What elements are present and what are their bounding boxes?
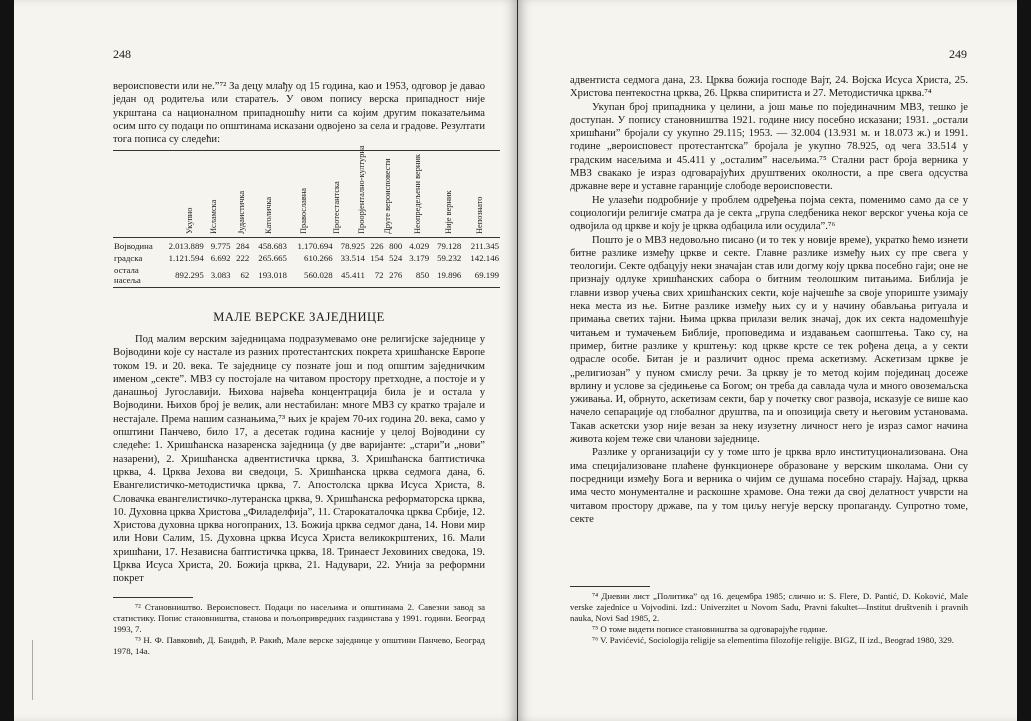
table-cell: 19.896 xyxy=(437,270,462,280)
footnotes-left xyxy=(113,602,485,657)
table-cell: 69.199 xyxy=(474,270,499,280)
table-cell: 4.029 xyxy=(409,241,430,251)
table-cell: 193.018 xyxy=(258,270,287,280)
table-top-rule xyxy=(113,150,500,151)
table-cell: 800 xyxy=(389,241,403,251)
table-row-label: остала насеља xyxy=(114,265,141,285)
table-row xyxy=(113,264,500,286)
table-header-cell: Није верник xyxy=(444,190,453,234)
table-cell: 211.345 xyxy=(470,241,499,251)
page-edge-line xyxy=(32,640,33,700)
table-header-rule xyxy=(113,237,500,238)
paragraph: Пошто је о МВЗ недовољно писано (и то тек у новије време), укратко ћемо изнети битне разлике између цркве и секте. Главне разлике између њих су пре свега у теологији. Секте одбацују неки значајан став или догму коју црква посебно гаји; оне не признају одлуке хришћанских сабора о битним теолошким питањима. Библија је главни извор учења свих хришћанских секти, које најчешће за своје упориште узимају нека места из ње. Битне разлике између њих су и у начину обављања ритуала и примања светих тајни. Њима црква прилази велик значај, док их секта надомешћује читањем и тумачењем Библије, проповедима и издавањем саопштења. Тако су, на пример, битне разлике у крштењу: код цркве крсте се тек рођена деца, а у секти одрасле особе. Битан је и различит однос према аскетизму. Аскетизам цркве је „религиозан” у пуном смислу речи. За цркву је то метод којим појединац досеже врлину и услове за сједињење са Богом; он треба да савлада чула и много овоземаљска уживања. И, обрнуто, аскетизам секти, бар у почетку свог развоја, исказује се више као начело сепарације од глобалног друштва, па и опозиција свету и његовим установама. Такав аскетски узор није везан за неку изузетну личност него је израз самог начина живота којем теже сви чланови заједнице. xyxy=(570,234,968,446)
right-page xyxy=(518,0,1017,721)
table-cell: 6.692 xyxy=(210,253,231,263)
footnote-76: ⁷⁶ V. Pavićević, Sociologija religije sa elementima filozofije religije. BIGZ, II izd., Beograd 1980, 329. xyxy=(592,635,954,645)
body-paragraph xyxy=(113,333,485,586)
table-header-cell: Јудаистичка xyxy=(237,190,246,234)
table-cell: 222 xyxy=(236,253,250,263)
right-body xyxy=(570,74,968,526)
table-cell: 59.232 xyxy=(437,253,462,263)
footnote-72: ⁷² Становништво. Вероисповест. Подаци по насељима и општинама 2. Савезни завод за статистику. Попис становништва, станова и пољопривредних газдинстава у 1991. години. Београд 1993, 7. xyxy=(113,602,485,634)
table-cell: 284 xyxy=(236,241,250,251)
table-cell: 45.411 xyxy=(341,270,365,280)
table-cell: 226 xyxy=(370,241,384,251)
table-cell: 276 xyxy=(389,270,403,280)
table-cell: 142.146 xyxy=(470,253,499,263)
body-text: Под малим верским заједницама подразумевамо оне религијске заједнице у Војводини које су настале из разних протестантских покрета хришћанске Европе током 19. и 20. века. Те заједнице су познате још и под општим заједничким именом „секте”. МВЗ су постојале на читавом простору претходне, а постоје и у данашњој Југославији. Њихова највећа концентрација била је и остала у Војводини. Њихов број је велик, али нестабилан: многе МВЗ су кратко трајале и нестајале. Према нашим сазнањима,⁷³ њих је крајем 70-их година 20. века, само у општини Панчево, било 17, а десетак година касније у целој Војводини су следеће: 1. Хришћанска назаренска заједница (у две варијанте: „стари”и „нови” назарени), 2. Хришћанска адвентистичка црква, 3. Хришћанска баптистичка црква, 4. Црква Јехова ви сведоци, 5. Хришћанска црква седмога дана, 6. Евангелистичко-методистичка црква, 7. Апостолска црква Исуса Христа, 8. Словачка евангелистичко-лутеранска црква, 9. Хришћанска реформаторска црква, 10. Духовна црква Христова „Филаделфија”, 11. Старокаталочка црква Србије, 12. Христова духовна црква ногопраних, 13. Божија црква седмог дана, 14. Нови мир или Нови Салим, 15. Духовна црква Исуса Христа великокрштених, 16. Мали хришћани, 17. Независна баптистичка црква, 18. Тринаест Јеховиних сведока, 19. Црква Исуса Христа, 20. Божија црква, 21. Надувари, 22. Унија за реформни покрет xyxy=(113,334,485,585)
table-row-label: Војводина xyxy=(114,241,153,251)
footnote-73: ⁷³ Н. Ф. Павковић, Д. Бандић, Р. Ракић, Мале верске заједнице у општини Панчево, Београд 1978, 14а. xyxy=(113,635,485,656)
table-cell: 1.170.694 xyxy=(297,241,333,251)
table-header-cell: Друге вероисповести xyxy=(383,158,392,234)
table-header-cell: Православна xyxy=(299,187,308,234)
paragraph: Укупан број припадника у целини, а још мање по појединачним МВЗ, тешко је доступан. У попису становништва 1921. године нису посебно исказани; 1931. „остали хришћани” бројали су укупно 29.115; 1953. — 32.004 (13.931 м. и 18.073 ж.) и 1991. године „вероисповест протестантска” бројала је укупно 78.925, од чега 33.514 у градским насељима и 45.411 у „осталим” насељима.⁷⁵ Стални раст броја верника у МВЗ свакако је израз одговарајућих друштвених околности, а пре свега одсуства државне вере и уставне гаранције слободе вероисповести. xyxy=(570,101,968,193)
footnote-rule xyxy=(113,597,193,598)
table-header-cell: Протестантска xyxy=(332,181,341,234)
footnotes-right xyxy=(570,591,968,646)
table-bottom-rule xyxy=(113,287,500,288)
table-cell: 79.128 xyxy=(437,241,462,251)
table-header-cell: Непознато xyxy=(475,196,484,234)
table-cell: 3.083 xyxy=(210,270,231,280)
table-header-cell: Исламска xyxy=(209,199,218,234)
section-heading: МАЛЕ ВЕРСКЕ ЗАЈЕДНИЦЕ xyxy=(213,310,385,324)
table-cell: 78.925 xyxy=(340,241,365,251)
paragraph-continuation: адвентиста седмога дана, 23. Црква божија господе Вајт, 24. Војска Иcуса Христа, 25. Христова пентекостна црква, 26. Црква спиритиста и 27. Методистичка црква.⁷⁴ xyxy=(570,75,968,100)
census-table xyxy=(113,240,500,286)
footnote-74: ⁷⁴ Дневни лист „Политика” од 16. децембра 1985; слично и: S. Flere, D. Pantić, D. Koković, Male verske zajednice u Vojvodini. Izd.: Univerzitet u Novom Sadu, Pravni fakultet—Institut društvenih i pravnih nauka, Novi Sad 1985, 2. xyxy=(570,591,968,623)
table-row xyxy=(113,240,500,252)
intro-paragraph: вероисповести или не.”⁷² За децу млађу од 15 година, као и 1953, одговор је давао један од родитеља или старатељ. У овом попису верска припадност није укрштана са националном припадношћу нити са којим другим показатељима осим што су подаци по општинама исказани одвојено за села и градове. Резултати тога пописа су следећи: xyxy=(113,81,485,146)
table-header-cell: Укупно xyxy=(185,207,194,234)
table-header-cell: Проорјентално-културна xyxy=(357,145,366,234)
page-number-right: 249 xyxy=(949,47,967,61)
footnote-rule xyxy=(570,586,650,587)
table-header-cell: Католичка xyxy=(264,196,273,234)
table-cell: 2.013.889 xyxy=(168,241,204,251)
table-cell: 9.775 xyxy=(210,241,231,251)
left-page xyxy=(14,0,517,721)
table-row-label: градска xyxy=(114,253,143,263)
table-cell: 72 xyxy=(374,270,384,280)
table-cell: 610.266 xyxy=(304,253,333,263)
table-cell: 154 xyxy=(370,253,384,263)
footnote-75: ⁷⁵ О томе видети пописе становништва за одговарајуће године. xyxy=(592,624,828,634)
table-cell: 3.179 xyxy=(409,253,430,263)
table-cell: 33.514 xyxy=(340,253,365,263)
table-header-cell: Неопредељени верник xyxy=(413,154,422,234)
table-cell: 850 xyxy=(415,270,430,280)
paragraph: Не улазећи подробније у проблем одређења појма секта, поменимо само да се у социологији религије сматра да је секта „група следбеника неког верског учења која се одвојила од цркве и коју је црква одбацила или осудила”.⁷⁶ xyxy=(570,194,968,233)
table-cell: 458.683 xyxy=(258,241,287,251)
table-cell: 524 xyxy=(389,253,403,263)
table-cell: 62 xyxy=(240,270,250,280)
table-cell: 1.121.594 xyxy=(168,253,204,263)
table-cell: 892.295 xyxy=(175,270,204,280)
page-number-left: 248 xyxy=(113,47,131,61)
table-row xyxy=(113,252,500,264)
table-cell: 265.665 xyxy=(258,253,287,263)
paragraph: Разлике у организацији су у томе што је црква врло институционализована. Она има специјализоване плаћене функционере образоване у верским школама. Они су посредници између Бога и верника о чијим се душама посебно старају. Најзад, црква има често монументалне и раскошне храмове. Она тежи да свој делатност учврсти на читавом простору државе, па у том циљу негује верску пропаганду. Супротно томе, секте xyxy=(570,447,968,525)
table-cell: 560.028 xyxy=(304,270,333,280)
